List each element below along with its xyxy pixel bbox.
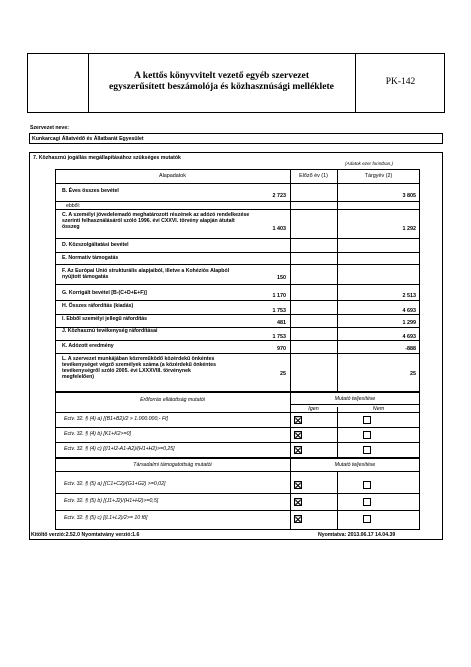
row-line — [55, 340, 420, 341]
row-prev-l: 25 — [280, 371, 286, 377]
org-name: Kunkarcagi Állatvédő és Állatbarát Egyesület — [32, 136, 144, 142]
social-item-label: Ectv. 32. § (5) b) [(J1+J2)/(H1+H2)>=0,5] — [64, 498, 159, 504]
col-header-data: Alapadatok — [159, 173, 186, 179]
footer-version: Kitöltő verzió:2.52.0 Nyomtatvány verzió:1.6 — [31, 532, 140, 538]
row-line — [55, 412, 420, 413]
row-prev-i: 481 — [277, 320, 286, 326]
social-item-label: Ectv. 32. § (5) c) [(L1+L2)/2>= 10 fő] — [64, 515, 148, 521]
row-line — [55, 300, 420, 301]
form-title-line2: egyszerűsített beszámolója és közhasznúsági melléklete — [109, 81, 334, 92]
col-header-prev: Előző év (1) — [299, 173, 328, 179]
no-header: Nem — [372, 406, 385, 412]
row-label-h: H. Összes ráfordítás (kiadás) — [62, 303, 134, 309]
row-label-d: D. Közszolgáltatási bevétel — [62, 242, 129, 248]
col-divider-2 — [337, 169, 338, 392]
resource-no-checkbox[interactable] — [363, 416, 371, 424]
row-curr-c: 1 292 — [402, 226, 416, 232]
social-no-checkbox[interactable] — [363, 515, 371, 523]
social-divider — [290, 458, 291, 530]
resource-yes-checkbox[interactable] — [294, 446, 302, 454]
row-line — [55, 183, 420, 184]
org-label: Szervezet neve: — [30, 125, 69, 131]
row-label-e: E. Normatív támogatás — [62, 255, 119, 261]
resource-item-label: Ectv. 32. § (4) c) [(I1+I2-A1-A2)/(H1+H2)>=0,25] — [64, 446, 175, 452]
footer-printed: Nyomtatva: 2013.06.17 14.04.39 — [318, 532, 396, 538]
resource-item-label: Ectv. 32. § (4) a) [(B1+B2)/2 > 1.000.000,- Ft] — [64, 416, 168, 422]
row-label-b: B. Éves összes bevétel — [62, 188, 119, 194]
row-line — [55, 510, 420, 511]
row-line — [55, 238, 420, 239]
row-line — [55, 442, 420, 443]
resource-fulfilment: Mutató teljesítése — [334, 396, 376, 402]
social-yes-checkbox[interactable] — [294, 498, 302, 506]
row-line — [55, 427, 420, 428]
resource-no-checkbox[interactable] — [363, 446, 371, 454]
yes-header: Igen — [308, 406, 319, 412]
row-label-f: F. Az Európai Unió strukturális alapjaiból, illetve a Kohéziós Alapból nyújtott támogatás — [62, 268, 230, 280]
row-label-g: G. Korrigált bevétel [B-(C+D+E+F)] — [62, 290, 147, 296]
col-header-curr: Tárgyév (2) — [364, 173, 393, 179]
resource-yes-checkbox[interactable] — [294, 431, 302, 439]
row-line — [290, 404, 420, 405]
social-divider-yesno — [337, 471, 338, 530]
row-prev-f: 150 — [277, 275, 286, 281]
row-line — [55, 353, 420, 354]
row-line — [55, 264, 420, 265]
row-prev-k: 970 — [277, 346, 286, 352]
social-yes-checkbox[interactable] — [294, 481, 302, 489]
row-line — [55, 471, 420, 472]
resource-no-checkbox[interactable] — [363, 431, 371, 439]
social-item-label: Ectv. 32. § (5) a) [(C1+C2)/(G1+G2) >=0,02] — [64, 481, 166, 487]
row-prev-j: 1 753 — [272, 334, 286, 340]
social-no-checkbox[interactable] — [363, 481, 371, 489]
row-prev-h: 1 753 — [272, 308, 286, 314]
social-no-checkbox[interactable] — [363, 498, 371, 506]
row-curr-i: 1 299 — [402, 320, 416, 326]
row-curr-b: 3 805 — [402, 193, 416, 199]
row-label-ebbol: ebből: — [66, 203, 81, 209]
resource-item-label: Ectv. 32. § (4) b) [K1+K2>=0] — [64, 431, 131, 437]
row-prev-c: 1 403 — [272, 226, 286, 232]
row-label-k: K. Adózott eredmény — [62, 343, 114, 349]
row-label-l: L. A szervezet munkájában közreműködő közérdekű önkéntes tevékenységet végző személyek száma (a közérdekű önkéntes tevékenységről szóló 2005. évi LXXXVIII. törvénynek megfelelően) — [62, 356, 216, 380]
row-curr-j: 4 693 — [402, 334, 416, 340]
col-divider-1 — [290, 169, 291, 392]
row-prev-g: 1 170 — [272, 293, 286, 299]
form-code: PK-142 — [385, 77, 416, 87]
row-curr-g: 2 513 — [402, 293, 416, 299]
row-line — [55, 252, 420, 253]
social-header: Társadalmi támogatottság mutatói — [133, 462, 212, 468]
social-fulfilment: Mutató teljesítése — [334, 462, 376, 468]
row-label-c: C. A személyi jövedelemadó meghatározott részének az adózó rendelkezése szerinti felhasználásáról szóló 1996. évi CXXVI. törvény alapján átutalt összeg — [62, 212, 250, 230]
section-title: 7. Közhasznú jogállás megállapításához szükséges mutatók — [33, 155, 181, 161]
row-line — [55, 209, 420, 210]
row-prev-b: 2 723 — [272, 193, 286, 199]
form-title-line1: A kettős könyvvitelt vezető egyéb szervezet — [133, 70, 310, 81]
resource-header: Erőforrás ellátottság mutatói — [140, 397, 205, 403]
header-divider-right — [355, 53, 356, 113]
row-line — [55, 314, 420, 315]
resource-yes-checkbox[interactable] — [294, 416, 302, 424]
header-divider-left — [88, 53, 89, 113]
row-curr-h: 4 693 — [402, 308, 416, 314]
row-line — [55, 284, 420, 285]
row-label-j: J. Közhasznú tevékenység ráfordításai — [62, 328, 158, 334]
currency-note: (Adatok ezer forintban.) — [345, 161, 394, 166]
social-yes-checkbox[interactable] — [294, 515, 302, 523]
row-curr-k: -888 — [405, 346, 416, 352]
row-line — [55, 201, 420, 202]
row-label-i: I. Ebből személyi jellegű ráfordítás — [62, 316, 148, 322]
row-line — [55, 493, 420, 494]
resource-divider-yesno — [337, 407, 338, 458]
row-curr-l: 25 — [410, 371, 416, 377]
